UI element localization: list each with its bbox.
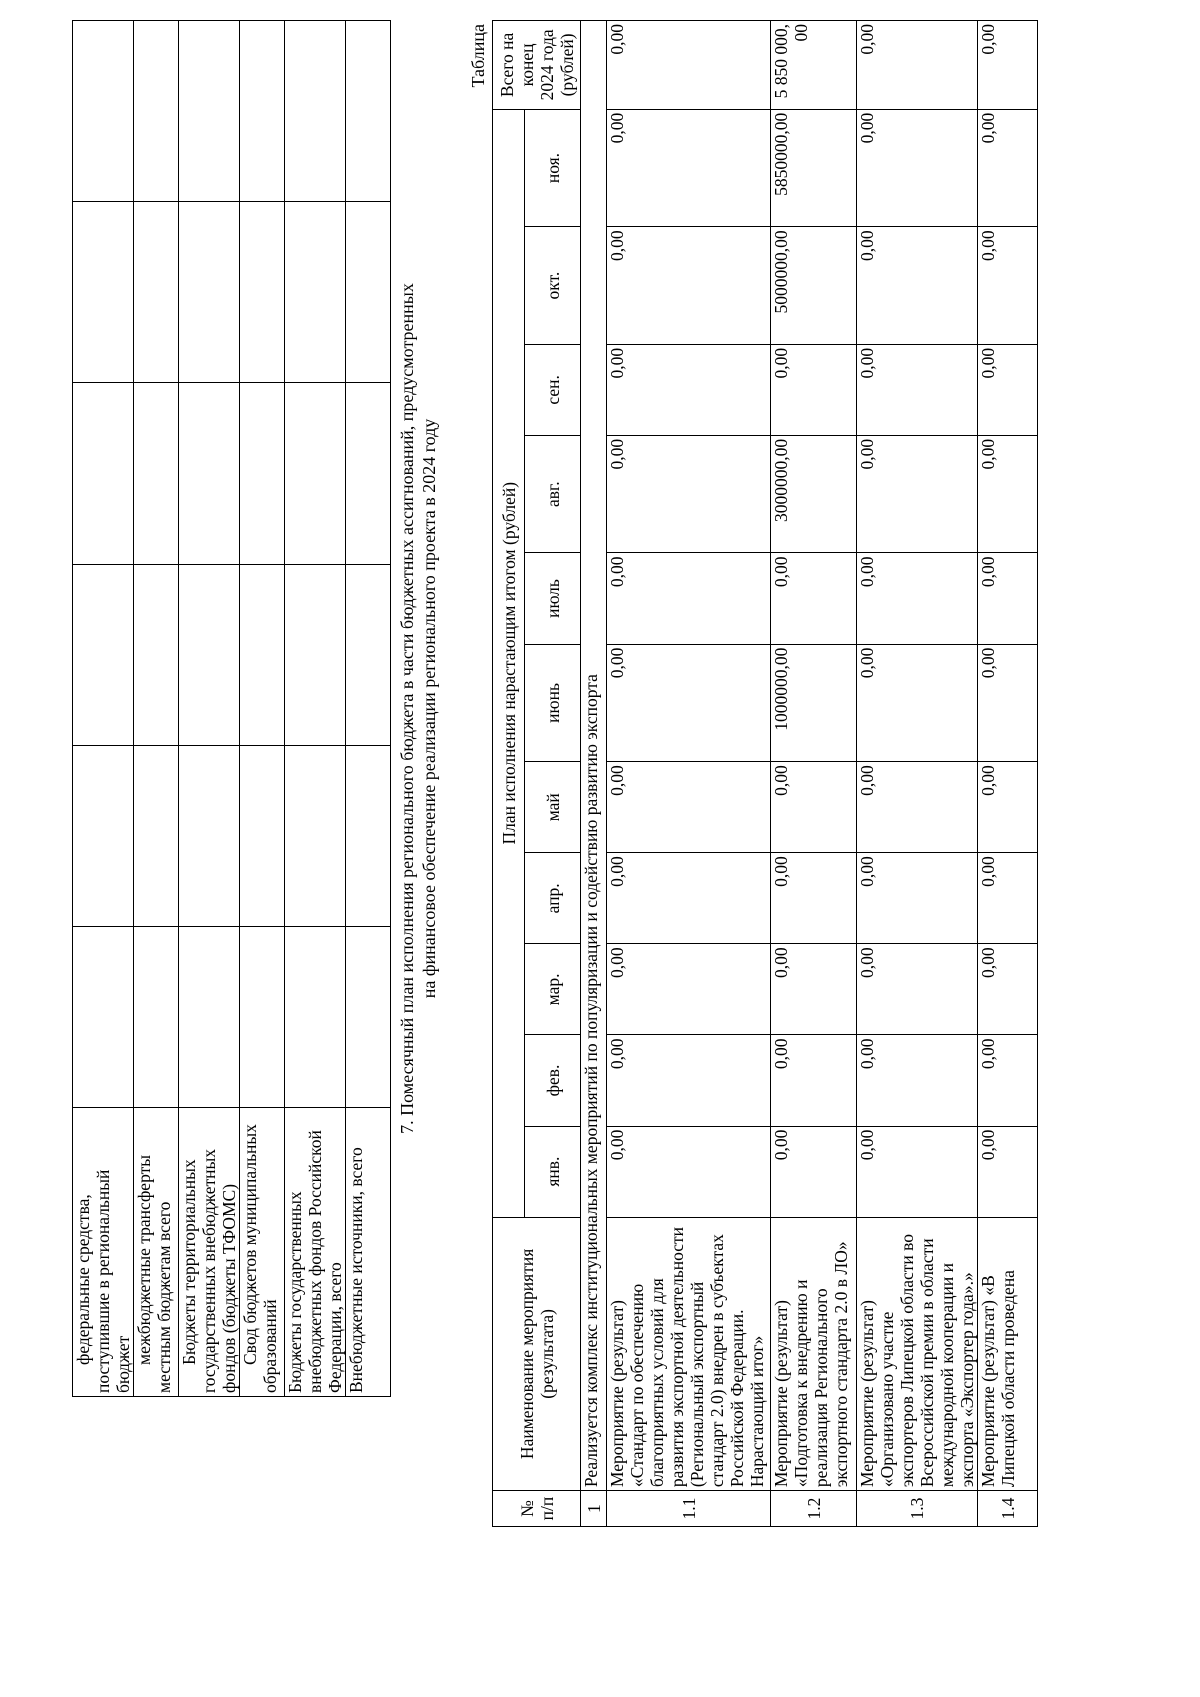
month-value: 0,00 xyxy=(607,944,771,1035)
source-label: межбюджетные трансферты местным бюджетам всего xyxy=(134,1108,179,1397)
source-empty-cell xyxy=(285,564,346,745)
month-value: 0,00 xyxy=(857,344,978,435)
source-empty-cell xyxy=(134,745,179,926)
header-month: фев. xyxy=(525,1035,581,1126)
table-row xyxy=(607,21,771,1527)
month-value: 0,00 xyxy=(857,227,978,345)
month-value: 0,00 xyxy=(771,553,857,644)
source-empty-cell xyxy=(73,926,134,1107)
month-value: 0,00 xyxy=(978,1126,1038,1217)
source-empty-cell xyxy=(240,564,285,745)
row-total: 0,00 xyxy=(978,21,1038,110)
month-value: 0,00 xyxy=(771,1126,857,1217)
month-value: 0,00 xyxy=(978,109,1038,227)
source-row xyxy=(285,21,346,1397)
header-month: июнь xyxy=(525,644,581,762)
month-value: 1000000,00 xyxy=(771,644,857,762)
header-month: мар. xyxy=(525,944,581,1035)
month-value: 0,00 xyxy=(607,644,771,762)
source-row xyxy=(134,21,179,1397)
month-value: 0,00 xyxy=(857,644,978,762)
source-empty-cell xyxy=(134,926,179,1107)
month-value: 5000000,00 xyxy=(771,227,857,345)
source-empty-cell xyxy=(240,383,285,564)
source-empty-cell xyxy=(73,745,134,926)
source-empty-cell xyxy=(285,926,346,1107)
month-value: 0,00 xyxy=(607,762,771,853)
source-empty-cell xyxy=(346,926,391,1107)
source-empty-cell xyxy=(134,564,179,745)
header-no: № п/п xyxy=(493,1491,581,1527)
header-month: сен. xyxy=(525,344,581,435)
source-label: Свод бюджетов муниципальных образований xyxy=(240,1108,285,1397)
table-caption: Таблица xyxy=(468,24,488,88)
month-value: 0,00 xyxy=(857,435,978,553)
month-value: 0,00 xyxy=(978,344,1038,435)
month-value: 0,00 xyxy=(978,644,1038,762)
month-value: 0,00 xyxy=(771,1035,857,1126)
source-empty-cell xyxy=(73,564,134,745)
row-total: 0,00 xyxy=(607,21,771,110)
source-empty-cell xyxy=(134,383,179,564)
source-empty-cell xyxy=(346,745,391,926)
source-empty-cell xyxy=(179,745,240,926)
header-month: май xyxy=(525,762,581,853)
section-heading xyxy=(396,20,440,1397)
source-empty-cell xyxy=(240,202,285,383)
source-empty-cell xyxy=(179,21,240,202)
month-value: 3000000,00 xyxy=(771,435,857,553)
month-value: 0,00 xyxy=(771,762,857,853)
source-label: Бюджеты территориальных государственных внебюджетных фондов (бюджеты ТФОМС) xyxy=(179,1108,240,1397)
month-value: 0,00 xyxy=(978,944,1038,1035)
month-value: 0,00 xyxy=(607,109,771,227)
header-month: авг. xyxy=(525,435,581,553)
month-value: 0,00 xyxy=(978,762,1038,853)
source-empty-cell xyxy=(285,21,346,202)
source-row xyxy=(346,21,391,1397)
source-label: Бюджеты государственных внебюджетных фондов Российской Федерации, всего xyxy=(285,1108,346,1397)
month-value: 5850000,00 xyxy=(771,109,857,227)
header-total: Всего на конец 2024 года (рублей) xyxy=(493,21,581,110)
source-empty-cell xyxy=(179,202,240,383)
month-value: 0,00 xyxy=(607,553,771,644)
month-value: 0,00 xyxy=(607,227,771,345)
source-empty-cell xyxy=(240,745,285,926)
header-month: окт. xyxy=(525,227,581,345)
source-empty-cell xyxy=(179,383,240,564)
row-no: 1.3 xyxy=(857,1491,978,1527)
month-value: 0,00 xyxy=(607,1126,771,1217)
header-plan: План исполнения нарастающим итогом (рублей) xyxy=(493,109,525,1217)
month-value: 0,00 xyxy=(607,853,771,944)
source-empty-cell xyxy=(73,202,134,383)
source-empty-cell xyxy=(285,745,346,926)
source-empty-cell xyxy=(134,21,179,202)
source-label: Внебюджетные источники, всего xyxy=(346,1108,391,1397)
heading-line-2: на финансовое обеспечение реализации регионального проекта в 2024 году xyxy=(419,418,439,999)
header-name: Наименование мероприятия (результата) xyxy=(493,1217,581,1490)
source-empty-cell xyxy=(285,383,346,564)
month-value: 0,00 xyxy=(607,1035,771,1126)
month-value: 0,00 xyxy=(978,853,1038,944)
source-label: федеральные средства, поступившие в региональный бюджет xyxy=(73,1108,134,1397)
source-empty-cell xyxy=(240,21,285,202)
month-value: 0,00 xyxy=(771,944,857,1035)
month-value: 0,00 xyxy=(771,344,857,435)
row-no: 1.4 xyxy=(978,1491,1038,1527)
row-name: Мероприятие (результат) «Стандарт по обеспечению благоприятных условий для развития экспортной деятельности (Региональный экспортный стандарт 2.0) внедрен в субъектах Российской Федерации. Нарастающий итог» xyxy=(607,1217,771,1490)
section-row xyxy=(581,21,607,1527)
month-value: 0,00 xyxy=(857,109,978,227)
source-row xyxy=(73,21,134,1397)
month-value: 0,00 xyxy=(978,553,1038,644)
header-month: апр. xyxy=(525,853,581,944)
section-no: 1 xyxy=(581,1491,607,1527)
header-month: янв. xyxy=(525,1126,581,1217)
row-name: Мероприятие (результат) «Организовано участие экспортеров Липецкой области во Всероссийской премии в области международной кооперации и экспорта «Экспортер года».» xyxy=(857,1217,978,1490)
header-month: ноя. xyxy=(525,109,581,227)
source-empty-cell xyxy=(73,383,134,564)
month-value: 0,00 xyxy=(857,762,978,853)
source-row xyxy=(179,21,240,1397)
source-empty-cell xyxy=(346,21,391,202)
month-value: 0,00 xyxy=(978,435,1038,553)
source-empty-cell xyxy=(285,202,346,383)
monthly-plan-table xyxy=(492,20,1038,1527)
month-value: 0,00 xyxy=(857,944,978,1035)
funding-sources-table xyxy=(72,20,391,1397)
table-row xyxy=(771,21,857,1527)
source-empty-cell xyxy=(73,21,134,202)
row-no: 1.1 xyxy=(607,1491,771,1527)
section-title: Реализуется комплекс институциональных мероприятий по популяризации и содействию развитию экспорта xyxy=(581,21,607,1491)
month-value: 0,00 xyxy=(857,853,978,944)
month-value: 0,00 xyxy=(857,553,978,644)
source-empty-cell xyxy=(346,202,391,383)
source-empty-cell xyxy=(346,564,391,745)
source-row xyxy=(240,21,285,1397)
source-empty-cell xyxy=(179,564,240,745)
heading-line-1: 7. Помесячный план исполнения регионального бюджета в части бюджетных ассигнований, предусмотренных xyxy=(397,283,417,1134)
month-value: 0,00 xyxy=(607,435,771,553)
row-name: Мероприятие (результат) «В Липецкой области проведена xyxy=(978,1217,1038,1490)
source-empty-cell xyxy=(346,383,391,564)
month-value: 0,00 xyxy=(857,1126,978,1217)
month-value: 0,00 xyxy=(771,853,857,944)
month-value: 0,00 xyxy=(857,1035,978,1126)
month-value: 0,00 xyxy=(978,1035,1038,1126)
header-month: июль xyxy=(525,553,581,644)
source-empty-cell xyxy=(134,202,179,383)
source-empty-cell xyxy=(179,926,240,1107)
row-total: 5 850 000,00 xyxy=(771,21,857,110)
table-row xyxy=(978,21,1038,1527)
row-total: 0,00 xyxy=(857,21,978,110)
row-no: 1.2 xyxy=(771,1491,857,1527)
source-empty-cell xyxy=(240,926,285,1107)
row-name: Мероприятие (результат) «Подготовка к внедрению и реализация Регионального экспортного стандарта 2.0 в ЛО» xyxy=(771,1217,857,1490)
month-value: 0,00 xyxy=(978,227,1038,345)
month-value: 0,00 xyxy=(607,344,771,435)
table-row xyxy=(857,21,978,1527)
